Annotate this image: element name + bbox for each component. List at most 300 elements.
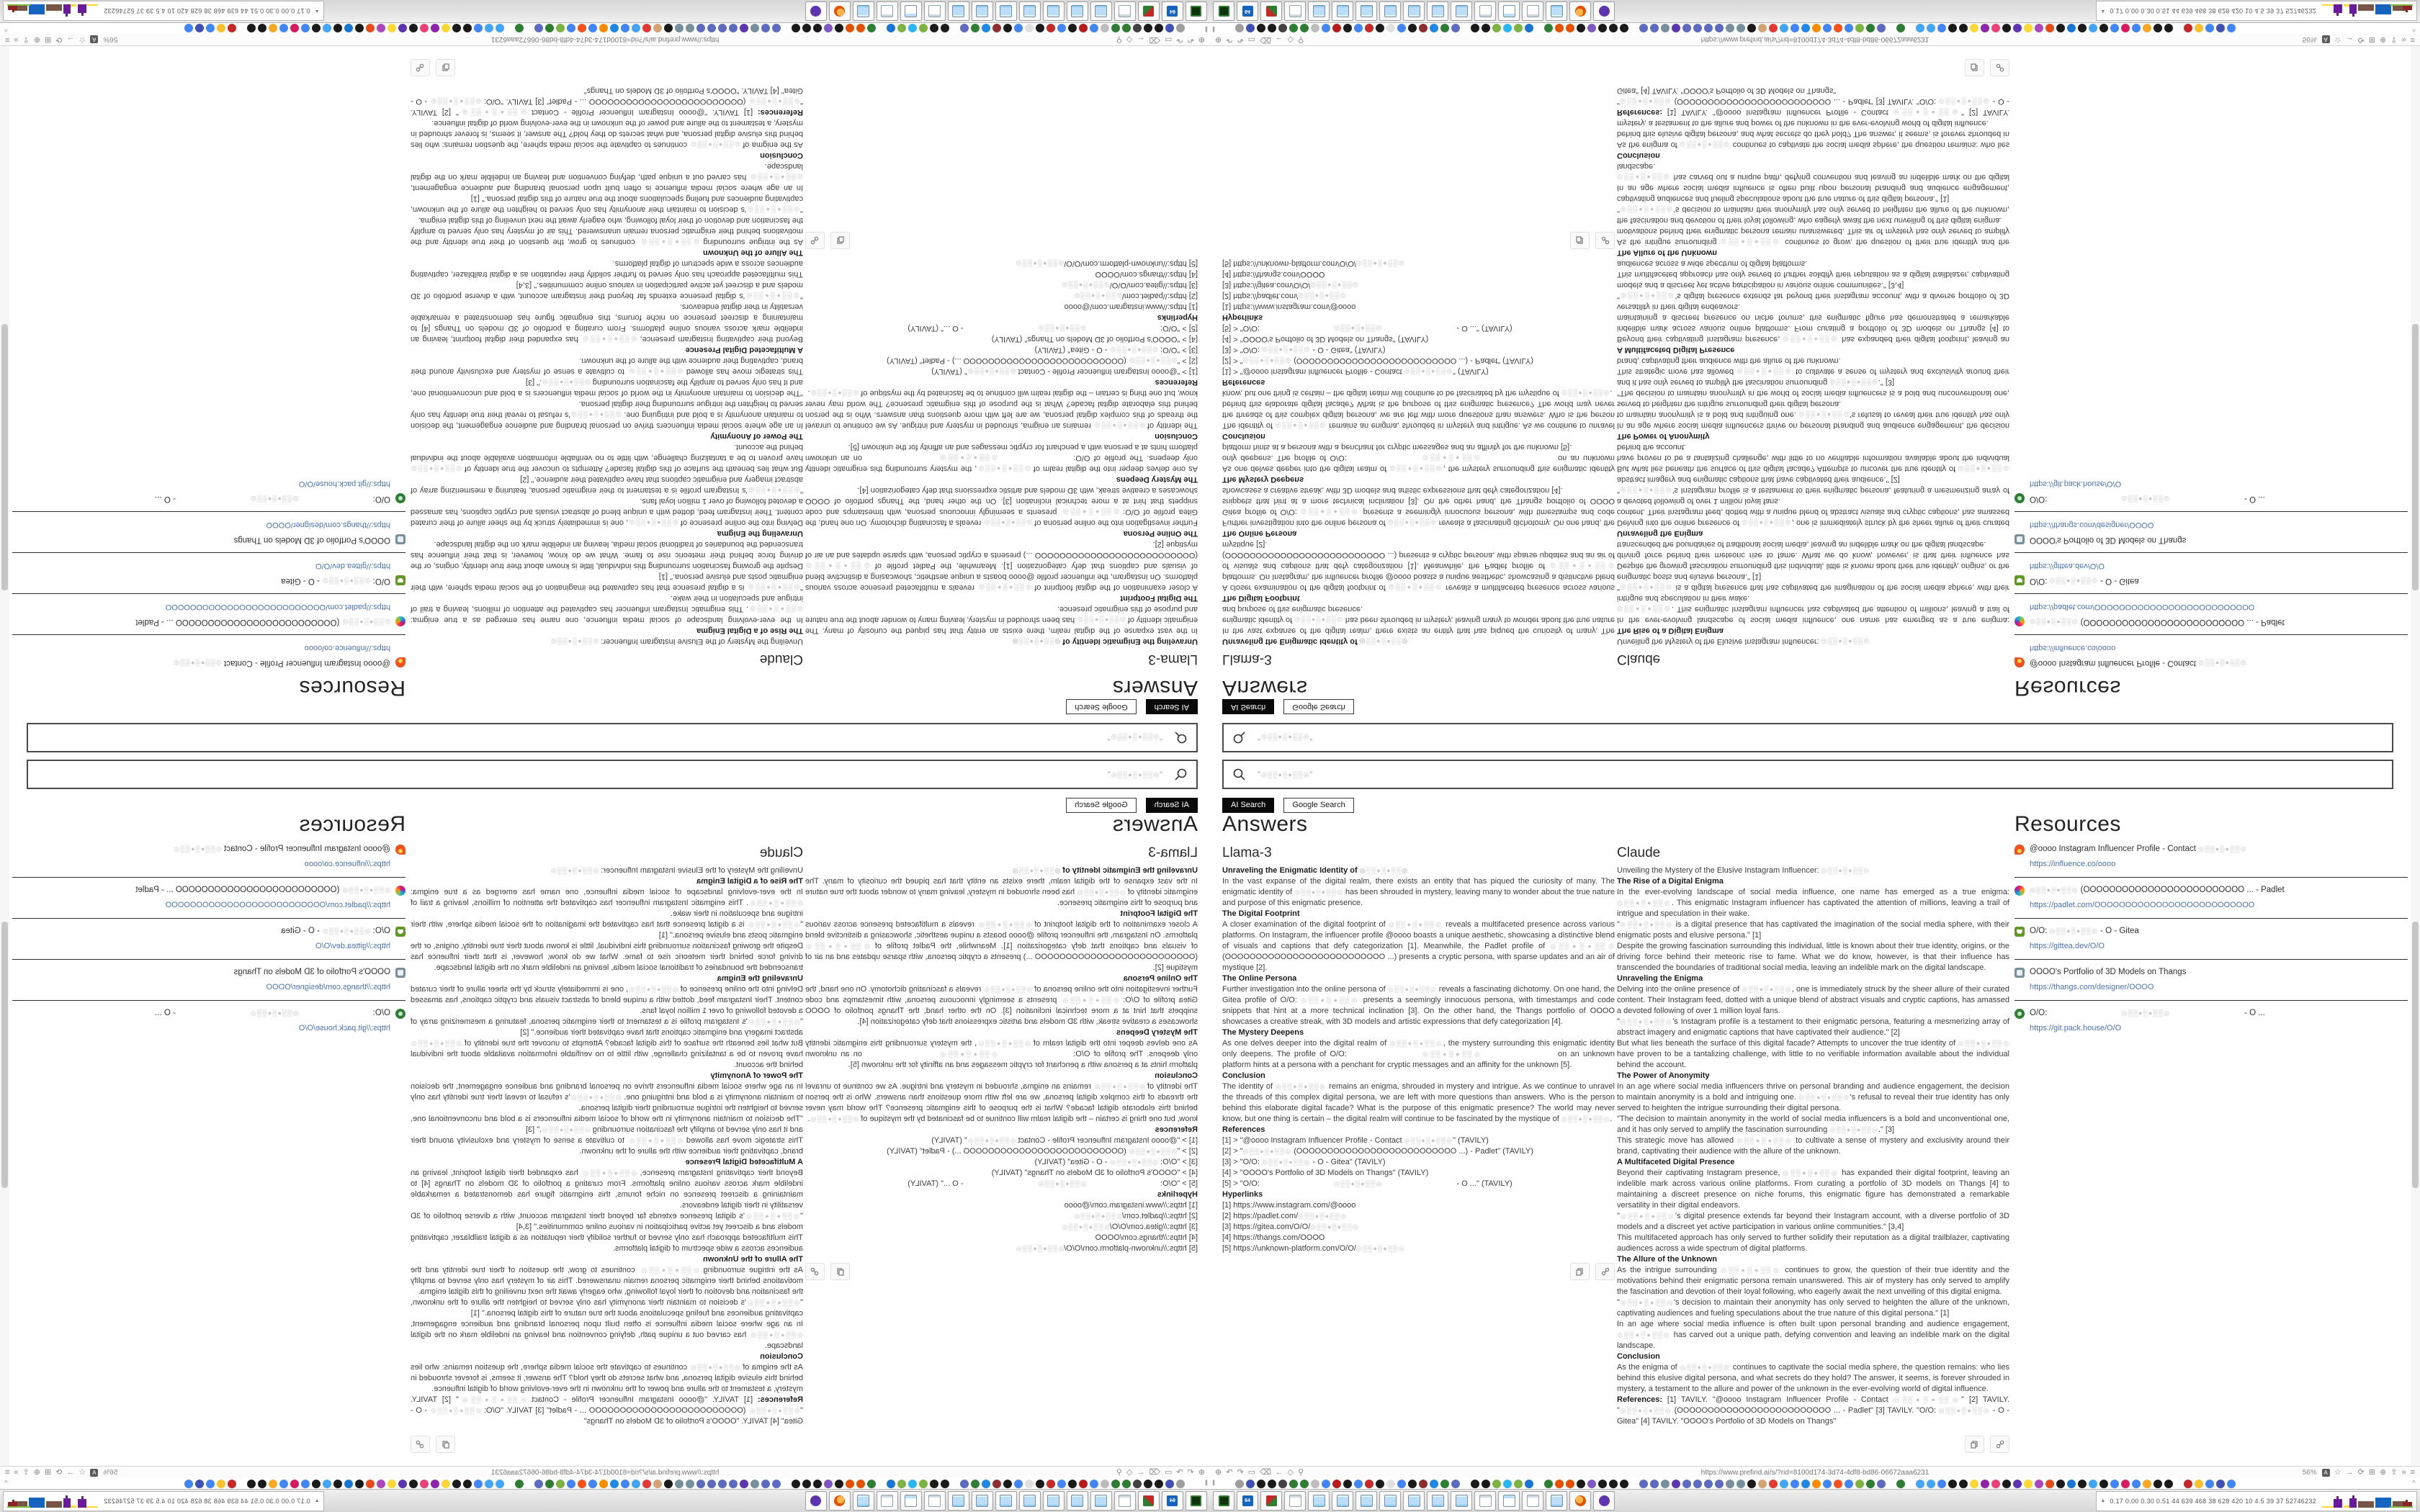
resource-link[interactable]: https://thangs.com/designer/OOOO bbox=[2030, 521, 2154, 529]
back-icon[interactable]: ← bbox=[1275, 35, 1283, 44]
bookmark-favicon[interactable] bbox=[1025, 24, 1034, 33]
bookmark-favicon[interactable] bbox=[2056, 24, 2065, 33]
bookmark-favicon[interactable] bbox=[1823, 1480, 1832, 1488]
bookmark-favicon[interactable] bbox=[653, 24, 662, 33]
bookmark-favicon[interactable] bbox=[1598, 1480, 1607, 1488]
taskbar-window-button-scroll[interactable] bbox=[1308, 1491, 1330, 1511]
search-input[interactable] bbox=[1222, 760, 2393, 789]
copy-answer-button[interactable] bbox=[1570, 232, 1590, 249]
bookmark-favicon[interactable] bbox=[1747, 24, 1756, 33]
bookmark-favicon[interactable] bbox=[2078, 24, 2087, 33]
back-icon[interactable]: ← bbox=[1137, 1468, 1145, 1477]
bookmark-favicon[interactable] bbox=[431, 1480, 439, 1488]
bookmark-favicon[interactable] bbox=[485, 1480, 493, 1488]
taskbar-window-button-notepad[interactable] bbox=[1284, 1491, 1306, 1511]
bookmark-favicon[interactable] bbox=[729, 24, 738, 33]
bookmark-favicon[interactable] bbox=[982, 1480, 990, 1488]
bookmark-favicon[interactable] bbox=[1235, 1480, 1244, 1488]
bookmark-favicon[interactable] bbox=[696, 1480, 705, 1488]
undo-icon[interactable]: ↶ bbox=[1187, 35, 1194, 44]
star-icon[interactable]: ☆ bbox=[79, 35, 86, 44]
bookmark-favicon[interactable] bbox=[1176, 1480, 1185, 1488]
bookmark-favicon[interactable] bbox=[442, 24, 450, 33]
taskbar-window-button-scroll[interactable] bbox=[1090, 1491, 1112, 1511]
bookmark-favicon[interactable] bbox=[2121, 1480, 2130, 1488]
bookmark-favicon[interactable] bbox=[2045, 24, 2054, 33]
taskbar-window-button-feather[interactable] bbox=[1138, 1491, 1160, 1511]
reload-icon[interactable]: ⟳ bbox=[55, 1468, 63, 1477]
bookmark-favicon[interactable] bbox=[1587, 24, 1596, 33]
bookmark-favicon[interactable] bbox=[1736, 24, 1745, 33]
redo-icon[interactable]: ↷ bbox=[1176, 35, 1183, 44]
bookmark-favicon[interactable] bbox=[1566, 24, 1574, 33]
bookmark-favicon[interactable] bbox=[1257, 24, 1265, 33]
lock-icon[interactable]: ⚲ bbox=[1298, 35, 1304, 44]
ai-search-button[interactable]: AI Search bbox=[1146, 699, 1198, 714]
taskbar-window-button-scroll[interactable] bbox=[1019, 1491, 1041, 1511]
bookmark-favicon[interactable] bbox=[290, 1480, 299, 1488]
bookmark-favicon[interactable] bbox=[1916, 1480, 1924, 1488]
bookmark-favicon[interactable] bbox=[1780, 24, 1788, 33]
folder-icon[interactable]: ▭ bbox=[1247, 1468, 1256, 1477]
resource-link[interactable]: https://gittea.dev/O/O bbox=[2030, 562, 2105, 570]
bookmark-favicon[interactable] bbox=[642, 24, 651, 33]
bookmark-favicon[interactable] bbox=[1937, 1480, 1946, 1488]
bookmark-favicon[interactable] bbox=[1386, 1480, 1395, 1488]
taskbar-window-button-window[interactable] bbox=[900, 1, 922, 21]
bookmark-favicon[interactable] bbox=[1877, 24, 1886, 33]
bookmark-favicon[interactable] bbox=[301, 24, 310, 33]
bookmark-favicon[interactable] bbox=[2132, 1480, 2141, 1488]
chevron-up-icon[interactable]: ^ bbox=[2412, 1480, 2416, 1488]
bookmark-favicon[interactable] bbox=[2143, 1480, 2151, 1488]
bookmark-favicon[interactable] bbox=[835, 1480, 843, 1488]
bookmark-favicon[interactable] bbox=[1514, 24, 1523, 33]
bookmark-favicon[interactable] bbox=[1397, 1480, 1406, 1488]
bookmark-favicon[interactable] bbox=[496, 24, 504, 33]
ai-search-button[interactable]: AI Search bbox=[1146, 798, 1198, 813]
bookmark-favicon[interactable] bbox=[258, 24, 266, 33]
bookmark-favicon[interactable] bbox=[1855, 24, 1864, 33]
bookmark-favicon[interactable] bbox=[2002, 24, 2011, 33]
resource-link[interactable]: https://influence.co/oooo bbox=[2030, 644, 2116, 652]
bookmark-favicon[interactable] bbox=[387, 24, 396, 33]
share-icon[interactable]: ⇪ bbox=[22, 1468, 30, 1477]
taskbar-window-button-notepad[interactable] bbox=[877, 1491, 898, 1511]
taskbar-window-button-scroll[interactable] bbox=[948, 1, 969, 21]
bookmark-favicon[interactable] bbox=[387, 1480, 396, 1488]
copy-answer-button[interactable] bbox=[830, 232, 850, 249]
bookmark-favicon[interactable] bbox=[1332, 1480, 1341, 1488]
bookmark-favicon[interactable] bbox=[1322, 24, 1330, 33]
bookmark-favicon[interactable] bbox=[206, 1480, 215, 1488]
bookmark-favicon[interactable] bbox=[1609, 24, 1618, 33]
taskbar-window-button-chat[interactable] bbox=[805, 1, 827, 21]
bookmark-favicon[interactable] bbox=[1440, 24, 1449, 33]
bookmark-favicon[interactable] bbox=[1503, 24, 1512, 33]
bookmark-favicon[interactable] bbox=[1758, 1480, 1767, 1488]
bookmark-favicon[interactable] bbox=[1704, 1480, 1713, 1488]
bookmark-favicon[interactable] bbox=[452, 24, 461, 33]
bookmark-favicon[interactable] bbox=[1014, 1480, 1023, 1488]
shield-icon[interactable]: ◇ bbox=[1126, 1468, 1133, 1477]
bookmark-favicon[interactable] bbox=[2035, 1480, 2043, 1488]
bookmark-favicon[interactable] bbox=[545, 24, 554, 33]
search-input[interactable] bbox=[27, 760, 1198, 789]
bookmark-favicon[interactable] bbox=[1025, 1480, 1034, 1488]
redo-icon[interactable]: ↷ bbox=[1176, 1468, 1183, 1477]
bookmark-favicon[interactable] bbox=[2143, 24, 2151, 33]
resource-link[interactable]: https://padlet.com/OOOOOOOOOOOOOOOOOOOOOOOOOO bbox=[2030, 901, 2255, 909]
chevrons-icon[interactable]: » bbox=[14, 1468, 19, 1477]
bookmark-favicon[interactable] bbox=[1365, 1480, 1373, 1488]
bookmark-favicon[interactable] bbox=[323, 1480, 331, 1488]
bookmark-favicon[interactable] bbox=[409, 24, 418, 33]
archive-icon[interactable]: ⊞ bbox=[2368, 35, 2376, 44]
bookmark-favicon[interactable] bbox=[867, 24, 876, 33]
resource-link[interactable]: https://influence.co/oooo bbox=[304, 860, 390, 868]
bookmark-favicon[interactable] bbox=[1981, 1480, 1989, 1488]
undo-icon[interactable]: ↶ bbox=[1226, 35, 1233, 44]
bookmark-favicon[interactable] bbox=[377, 24, 385, 33]
bookmark-favicon[interactable] bbox=[2132, 24, 2141, 33]
bookmark-favicon[interactable] bbox=[772, 1480, 781, 1488]
bookmark-favicon[interactable] bbox=[856, 24, 865, 33]
taskbar-window-button-firefox[interactable] bbox=[829, 1491, 851, 1511]
bookmark-favicon[interactable] bbox=[686, 24, 694, 33]
bookmark-favicon[interactable] bbox=[2099, 24, 2108, 33]
bookmark-favicon[interactable] bbox=[1587, 1480, 1596, 1488]
bookmark-favicon[interactable] bbox=[908, 24, 917, 33]
bookmark-favicon[interactable] bbox=[2195, 24, 2203, 33]
taskbar-window-button-chat[interactable] bbox=[1593, 1491, 1615, 1511]
bookmark-favicon[interactable] bbox=[1661, 24, 1670, 33]
menu-icon[interactable]: ≡ bbox=[5, 35, 10, 44]
bookmark-favicon[interactable] bbox=[2205, 24, 2214, 33]
bookmark-favicon[interactable] bbox=[941, 24, 949, 33]
bookmark-favicon[interactable] bbox=[269, 24, 277, 33]
bookmark-favicon[interactable] bbox=[1758, 24, 1767, 33]
translate-icon[interactable]: A bbox=[2322, 35, 2330, 43]
chevrons-icon[interactable]: » bbox=[2401, 35, 2406, 44]
resource-link[interactable]: https://gittea.dev/O/O bbox=[2030, 942, 2105, 950]
bookmark-favicon[interactable] bbox=[1430, 24, 1438, 33]
bookmark-favicon[interactable] bbox=[621, 24, 629, 33]
bookmark-favicon[interactable] bbox=[1927, 24, 1935, 33]
bookmark-favicon[interactable] bbox=[2205, 1480, 2214, 1488]
bookmark-favicon[interactable] bbox=[971, 1480, 980, 1488]
bookmark-favicon[interactable] bbox=[960, 24, 969, 33]
taskbar-window-button-scroll[interactable] bbox=[853, 1, 874, 21]
bookmark-favicon[interactable] bbox=[1257, 1480, 1265, 1488]
share-link-button[interactable] bbox=[805, 1263, 825, 1280]
bookmark-favicon[interactable] bbox=[1101, 1480, 1109, 1488]
bookmark-favicon[interactable] bbox=[2067, 1480, 2076, 1488]
bookmark-favicon[interactable] bbox=[846, 1480, 854, 1488]
bookmark-favicon[interactable] bbox=[813, 24, 822, 33]
globe-icon[interactable]: ⊕ bbox=[2380, 1468, 2387, 1477]
taskbar-window-button-feather[interactable] bbox=[1138, 1, 1160, 21]
bookmark-favicon[interactable] bbox=[642, 1480, 651, 1488]
bookmark-favicon[interactable] bbox=[835, 24, 843, 33]
taskbar-window-button-scroll[interactable] bbox=[948, 1491, 969, 1511]
undo-icon[interactable]: ↶ bbox=[1226, 1468, 1233, 1477]
globe-icon[interactable]: ⊕ bbox=[1215, 1468, 1222, 1477]
taskbar-window-button-notepad[interactable] bbox=[1474, 1, 1496, 21]
bookmark-favicon[interactable] bbox=[1726, 24, 1734, 33]
taskbar-window-button-scroll[interactable] bbox=[1043, 1491, 1065, 1511]
bookmark-favicon[interactable] bbox=[1365, 24, 1373, 33]
taskbar-window-button-scroll[interactable] bbox=[1379, 1, 1401, 21]
bookmark-favicon[interactable] bbox=[2121, 24, 2130, 33]
bookmark-favicon[interactable] bbox=[1047, 24, 1055, 33]
bookmark-favicon[interactable] bbox=[2110, 1480, 2119, 1488]
bookmark-favicon[interactable] bbox=[184, 24, 193, 33]
chevrons-icon[interactable]: » bbox=[14, 35, 19, 44]
bookmark-favicon[interactable] bbox=[1079, 24, 1088, 33]
bookmark-favicon[interactable] bbox=[718, 24, 727, 33]
bookmark-favicon[interactable] bbox=[2024, 24, 2033, 33]
bookmark-favicon[interactable] bbox=[919, 1480, 928, 1488]
bookmark-favicon[interactable] bbox=[409, 1480, 418, 1488]
bookmark-favicon[interactable] bbox=[992, 24, 1001, 33]
bookmark-favicon[interactable] bbox=[930, 1480, 938, 1488]
bookmark-favicon[interactable] bbox=[1650, 24, 1659, 33]
bookmark-favicon[interactable] bbox=[740, 1480, 748, 1488]
bookmark-favicon[interactable] bbox=[908, 1480, 917, 1488]
bookmark-favicon[interactable] bbox=[867, 1480, 876, 1488]
bookmark-favicon[interactable] bbox=[1948, 24, 1957, 33]
bookmark-favicon[interactable] bbox=[1311, 24, 1319, 33]
bookmark-favicon[interactable] bbox=[355, 1480, 364, 1488]
tray-expander-icon[interactable]: ▲ bbox=[2100, 9, 2106, 14]
bookmark-favicon[interactable] bbox=[1079, 1480, 1088, 1488]
lock-icon[interactable]: ⚲ bbox=[1116, 35, 1122, 44]
bookmark-favicon[interactable] bbox=[1981, 24, 1989, 33]
bookmark-favicon[interactable] bbox=[1419, 24, 1428, 33]
bookmark-favicon[interactable] bbox=[1122, 1480, 1131, 1488]
bookmark-favicon[interactable] bbox=[1877, 1480, 1886, 1488]
search-input[interactable] bbox=[27, 723, 1198, 752]
tray-expander-icon[interactable]: ▲ bbox=[314, 1498, 320, 1503]
taskbar-window-button-terminal[interactable] bbox=[1186, 1, 1207, 21]
bookmark-favicon[interactable] bbox=[675, 1480, 684, 1488]
bookmark-favicon[interactable] bbox=[707, 1480, 716, 1488]
share-link-button[interactable] bbox=[1595, 1263, 1615, 1280]
taskbar-window-button-scroll[interactable] bbox=[1451, 1491, 1472, 1511]
bookmark-favicon[interactable] bbox=[1672, 24, 1680, 33]
globe-icon[interactable]: ⊕ bbox=[1198, 1468, 1205, 1477]
bookmark-favicon[interactable] bbox=[802, 1480, 811, 1488]
archive-icon[interactable]: ⊞ bbox=[44, 1468, 52, 1477]
bookmark-favicon[interactable] bbox=[420, 24, 429, 33]
bookmark-favicon[interactable] bbox=[1650, 1480, 1659, 1488]
bookmark-favicon[interactable] bbox=[1101, 24, 1109, 33]
bookmark-favicon[interactable] bbox=[1661, 1480, 1670, 1488]
bookmark-favicon[interactable] bbox=[824, 24, 833, 33]
bookmark-favicon[interactable] bbox=[1322, 1480, 1330, 1488]
bookmark-favicon[interactable] bbox=[1715, 1480, 1724, 1488]
taskbar-window-button-scroll[interactable] bbox=[1043, 1, 1065, 21]
bookmark-favicon[interactable] bbox=[1036, 24, 1044, 33]
reload-icon[interactable]: ⟳ bbox=[2357, 35, 2365, 44]
bookmark-favicon[interactable] bbox=[664, 1480, 673, 1488]
bookmark-favicon[interactable] bbox=[195, 24, 204, 33]
bookmark-favicon[interactable] bbox=[195, 1480, 204, 1488]
taskbar-window-button-notepad[interactable] bbox=[1284, 1, 1306, 21]
bookmark-favicon[interactable] bbox=[1514, 1480, 1523, 1488]
bookmark-favicon[interactable] bbox=[1278, 1480, 1287, 1488]
bookmark-favicon[interactable] bbox=[887, 1480, 895, 1488]
bookmark-favicon[interactable] bbox=[1715, 24, 1724, 33]
bookmark-favicon[interactable] bbox=[1682, 1480, 1691, 1488]
bookmark-favicon[interactable] bbox=[1639, 24, 1648, 33]
scrollbar-thumb[interactable] bbox=[2412, 922, 2419, 1188]
bookmark-favicon[interactable] bbox=[941, 1480, 949, 1488]
bookmark-favicon[interactable] bbox=[664, 24, 673, 33]
resource-link[interactable]: https://thangs.com/designer/OOOO bbox=[266, 983, 390, 991]
bookmark-favicon[interactable] bbox=[2089, 1480, 2097, 1488]
forward-icon[interactable]: → bbox=[2345, 1468, 2354, 1477]
reload-icon[interactable]: ⟳ bbox=[55, 35, 63, 44]
taskbar-window-button-window[interactable] bbox=[1498, 1, 1520, 21]
bookmark-favicon[interactable] bbox=[1525, 24, 1533, 33]
bookmark-favicon[interactable] bbox=[485, 24, 493, 33]
bookmark-favicon[interactable] bbox=[1801, 24, 1810, 33]
page-scrollbar[interactable] bbox=[2411, 756, 2420, 1466]
bookmark-favicon[interactable] bbox=[1577, 24, 1585, 33]
bookmark-favicon[interactable] bbox=[2045, 1480, 2054, 1488]
bookmark-favicon[interactable] bbox=[290, 24, 299, 33]
address-url[interactable]: https://www.prefind.ai/s/?rid=8100d174-3d74-4df8-bd86-06672aaa6231 bbox=[1700, 1469, 1930, 1477]
share-link-button[interactable] bbox=[805, 232, 825, 249]
bookmark-favicon[interactable] bbox=[1278, 24, 1287, 33]
bookmark-favicon[interactable] bbox=[1300, 24, 1309, 33]
bookmark-favicon[interactable] bbox=[398, 24, 407, 33]
ai-search-button[interactable]: AI Search bbox=[1222, 699, 1274, 714]
bookmark-favicon[interactable] bbox=[599, 24, 608, 33]
chevrons-icon[interactable]: » bbox=[2401, 1468, 2406, 1477]
taskbar-window-button-floppy[interactable] bbox=[1237, 1, 1258, 21]
translate-icon[interactable]: A bbox=[2322, 1469, 2330, 1477]
share-link-button[interactable] bbox=[411, 59, 430, 76]
share-icon[interactable]: ⇪ bbox=[22, 35, 30, 44]
taskbar-window-button-scroll[interactable] bbox=[972, 1491, 993, 1511]
copy-answer-button[interactable] bbox=[1965, 59, 1984, 76]
translate-icon[interactable]: A bbox=[90, 35, 98, 43]
archive-icon[interactable]: ⊞ bbox=[44, 35, 52, 44]
bookmark-favicon[interactable] bbox=[1845, 24, 1853, 33]
bookmark-favicon[interactable] bbox=[1133, 1480, 1142, 1488]
bookmark-favicon[interactable] bbox=[1769, 1480, 1778, 1488]
tray-expander-icon[interactable]: ▲ bbox=[314, 9, 320, 14]
bookmark-favicon[interactable] bbox=[1927, 1480, 1935, 1488]
bookmark-favicon[interactable] bbox=[1682, 24, 1691, 33]
google-search-button[interactable]: Google Search bbox=[1283, 798, 1353, 813]
bookmark-favicon[interactable] bbox=[1747, 1480, 1756, 1488]
bookmark-favicon[interactable] bbox=[1693, 1480, 1702, 1488]
copy-answer-button[interactable] bbox=[1965, 1436, 1984, 1453]
bookmark-favicon[interactable] bbox=[1057, 1480, 1066, 1488]
bookmark-favicon[interactable] bbox=[2195, 1480, 2203, 1488]
bookmark-favicon[interactable] bbox=[1866, 24, 1875, 33]
bookmark-favicon[interactable] bbox=[1555, 24, 1564, 33]
bookmark-favicon[interactable] bbox=[1937, 24, 1946, 33]
globe-icon[interactable]: ⊕ bbox=[1215, 35, 1222, 44]
bookmark-favicon[interactable] bbox=[729, 1480, 738, 1488]
bookmark-favicon[interactable] bbox=[1834, 24, 1842, 33]
trash-icon[interactable]: ⌫ bbox=[1149, 1468, 1160, 1477]
chevron-up-icon[interactable]: ^ bbox=[4, 24, 8, 32]
taskbar-window-button-notepad[interactable] bbox=[1522, 1491, 1543, 1511]
bookmark-favicon[interactable] bbox=[1482, 24, 1490, 33]
trash-icon[interactable]: ⌫ bbox=[1260, 1468, 1271, 1477]
bookmark-favicon[interactable] bbox=[1090, 1480, 1098, 1488]
bookmark-favicon[interactable] bbox=[2067, 24, 2076, 33]
ai-search-button[interactable]: AI Search bbox=[1222, 798, 1274, 813]
bookmark-favicon[interactable] bbox=[333, 24, 342, 33]
menu-icon[interactable]: ≡ bbox=[5, 1468, 10, 1477]
bookmark-favicon[interactable] bbox=[567, 24, 575, 33]
bookmark-favicon[interactable] bbox=[1003, 1480, 1012, 1488]
bookmark-favicon[interactable] bbox=[1289, 24, 1298, 33]
bookmark-favicon[interactable] bbox=[856, 1480, 865, 1488]
bookmark-favicon[interactable] bbox=[1726, 1480, 1734, 1488]
bookmark-favicon[interactable] bbox=[1970, 1480, 1978, 1488]
bookmark-favicon[interactable] bbox=[1780, 1480, 1788, 1488]
bookmark-favicon[interactable] bbox=[344, 1480, 353, 1488]
bookmark-favicon[interactable] bbox=[846, 24, 854, 33]
star-icon[interactable]: ☆ bbox=[2334, 35, 2341, 44]
address-url[interactable]: https://www.prefind.ai/s/?rid=8100d174-3d74-4df8-bd86-06672aaa6231 bbox=[1700, 35, 1930, 43]
bookmark-favicon[interactable] bbox=[247, 24, 256, 33]
bookmark-favicon[interactable] bbox=[1246, 1480, 1255, 1488]
redo-icon[interactable]: ↷ bbox=[1237, 1468, 1244, 1477]
bookmark-favicon[interactable] bbox=[1704, 24, 1713, 33]
taskbar-window-button-floppy[interactable] bbox=[1162, 1, 1183, 21]
globe-icon[interactable]: ⊕ bbox=[33, 35, 40, 44]
bookmark-favicon[interactable] bbox=[1451, 1480, 1460, 1488]
bookmark-favicon[interactable] bbox=[496, 1480, 504, 1488]
resource-link[interactable]: https://git.pack.house/O/O bbox=[2030, 480, 2122, 488]
chevron-up-icon[interactable]: ^ bbox=[2412, 24, 2416, 32]
bookmark-favicon[interactable] bbox=[578, 1480, 586, 1488]
taskbar-window-button-firefox[interactable] bbox=[829, 1, 851, 21]
resource-link[interactable]: https://influence.co/oooo bbox=[304, 644, 390, 652]
taskbar-window-button-scroll[interactable] bbox=[1451, 1, 1472, 21]
bookmark-favicon[interactable] bbox=[1672, 1480, 1680, 1488]
bookmark-favicon[interactable] bbox=[2089, 24, 2097, 33]
resource-link[interactable]: https://thangs.com/designer/OOOO bbox=[2030, 983, 2154, 991]
taskbar-window-button-feather[interactable] bbox=[1260, 1, 1282, 21]
bookmark-favicon[interactable] bbox=[1311, 1480, 1319, 1488]
bookmark-favicon[interactable] bbox=[2227, 1480, 2236, 1488]
bookmark-favicon[interactable] bbox=[802, 24, 811, 33]
bookmark-favicon[interactable] bbox=[323, 24, 331, 33]
bookmark-favicon[interactable] bbox=[813, 1480, 822, 1488]
bookmark-favicon[interactable] bbox=[750, 1480, 759, 1488]
bookmark-favicon[interactable] bbox=[534, 24, 543, 33]
bookmark-favicon[interactable] bbox=[1834, 1480, 1842, 1488]
bookmark-favicon[interactable] bbox=[1165, 24, 1174, 33]
taskbar-window-button-scroll[interactable] bbox=[1546, 1491, 1567, 1511]
bookmark-favicon[interactable] bbox=[534, 1480, 543, 1488]
taskbar-window-button-scroll[interactable] bbox=[972, 1, 993, 21]
taskbar-window-button-scroll[interactable] bbox=[1403, 1, 1425, 21]
bookmark-favicon[interactable] bbox=[1948, 1480, 1957, 1488]
search-input[interactable] bbox=[1222, 723, 2393, 752]
bookmark-favicon[interactable] bbox=[1003, 24, 1012, 33]
